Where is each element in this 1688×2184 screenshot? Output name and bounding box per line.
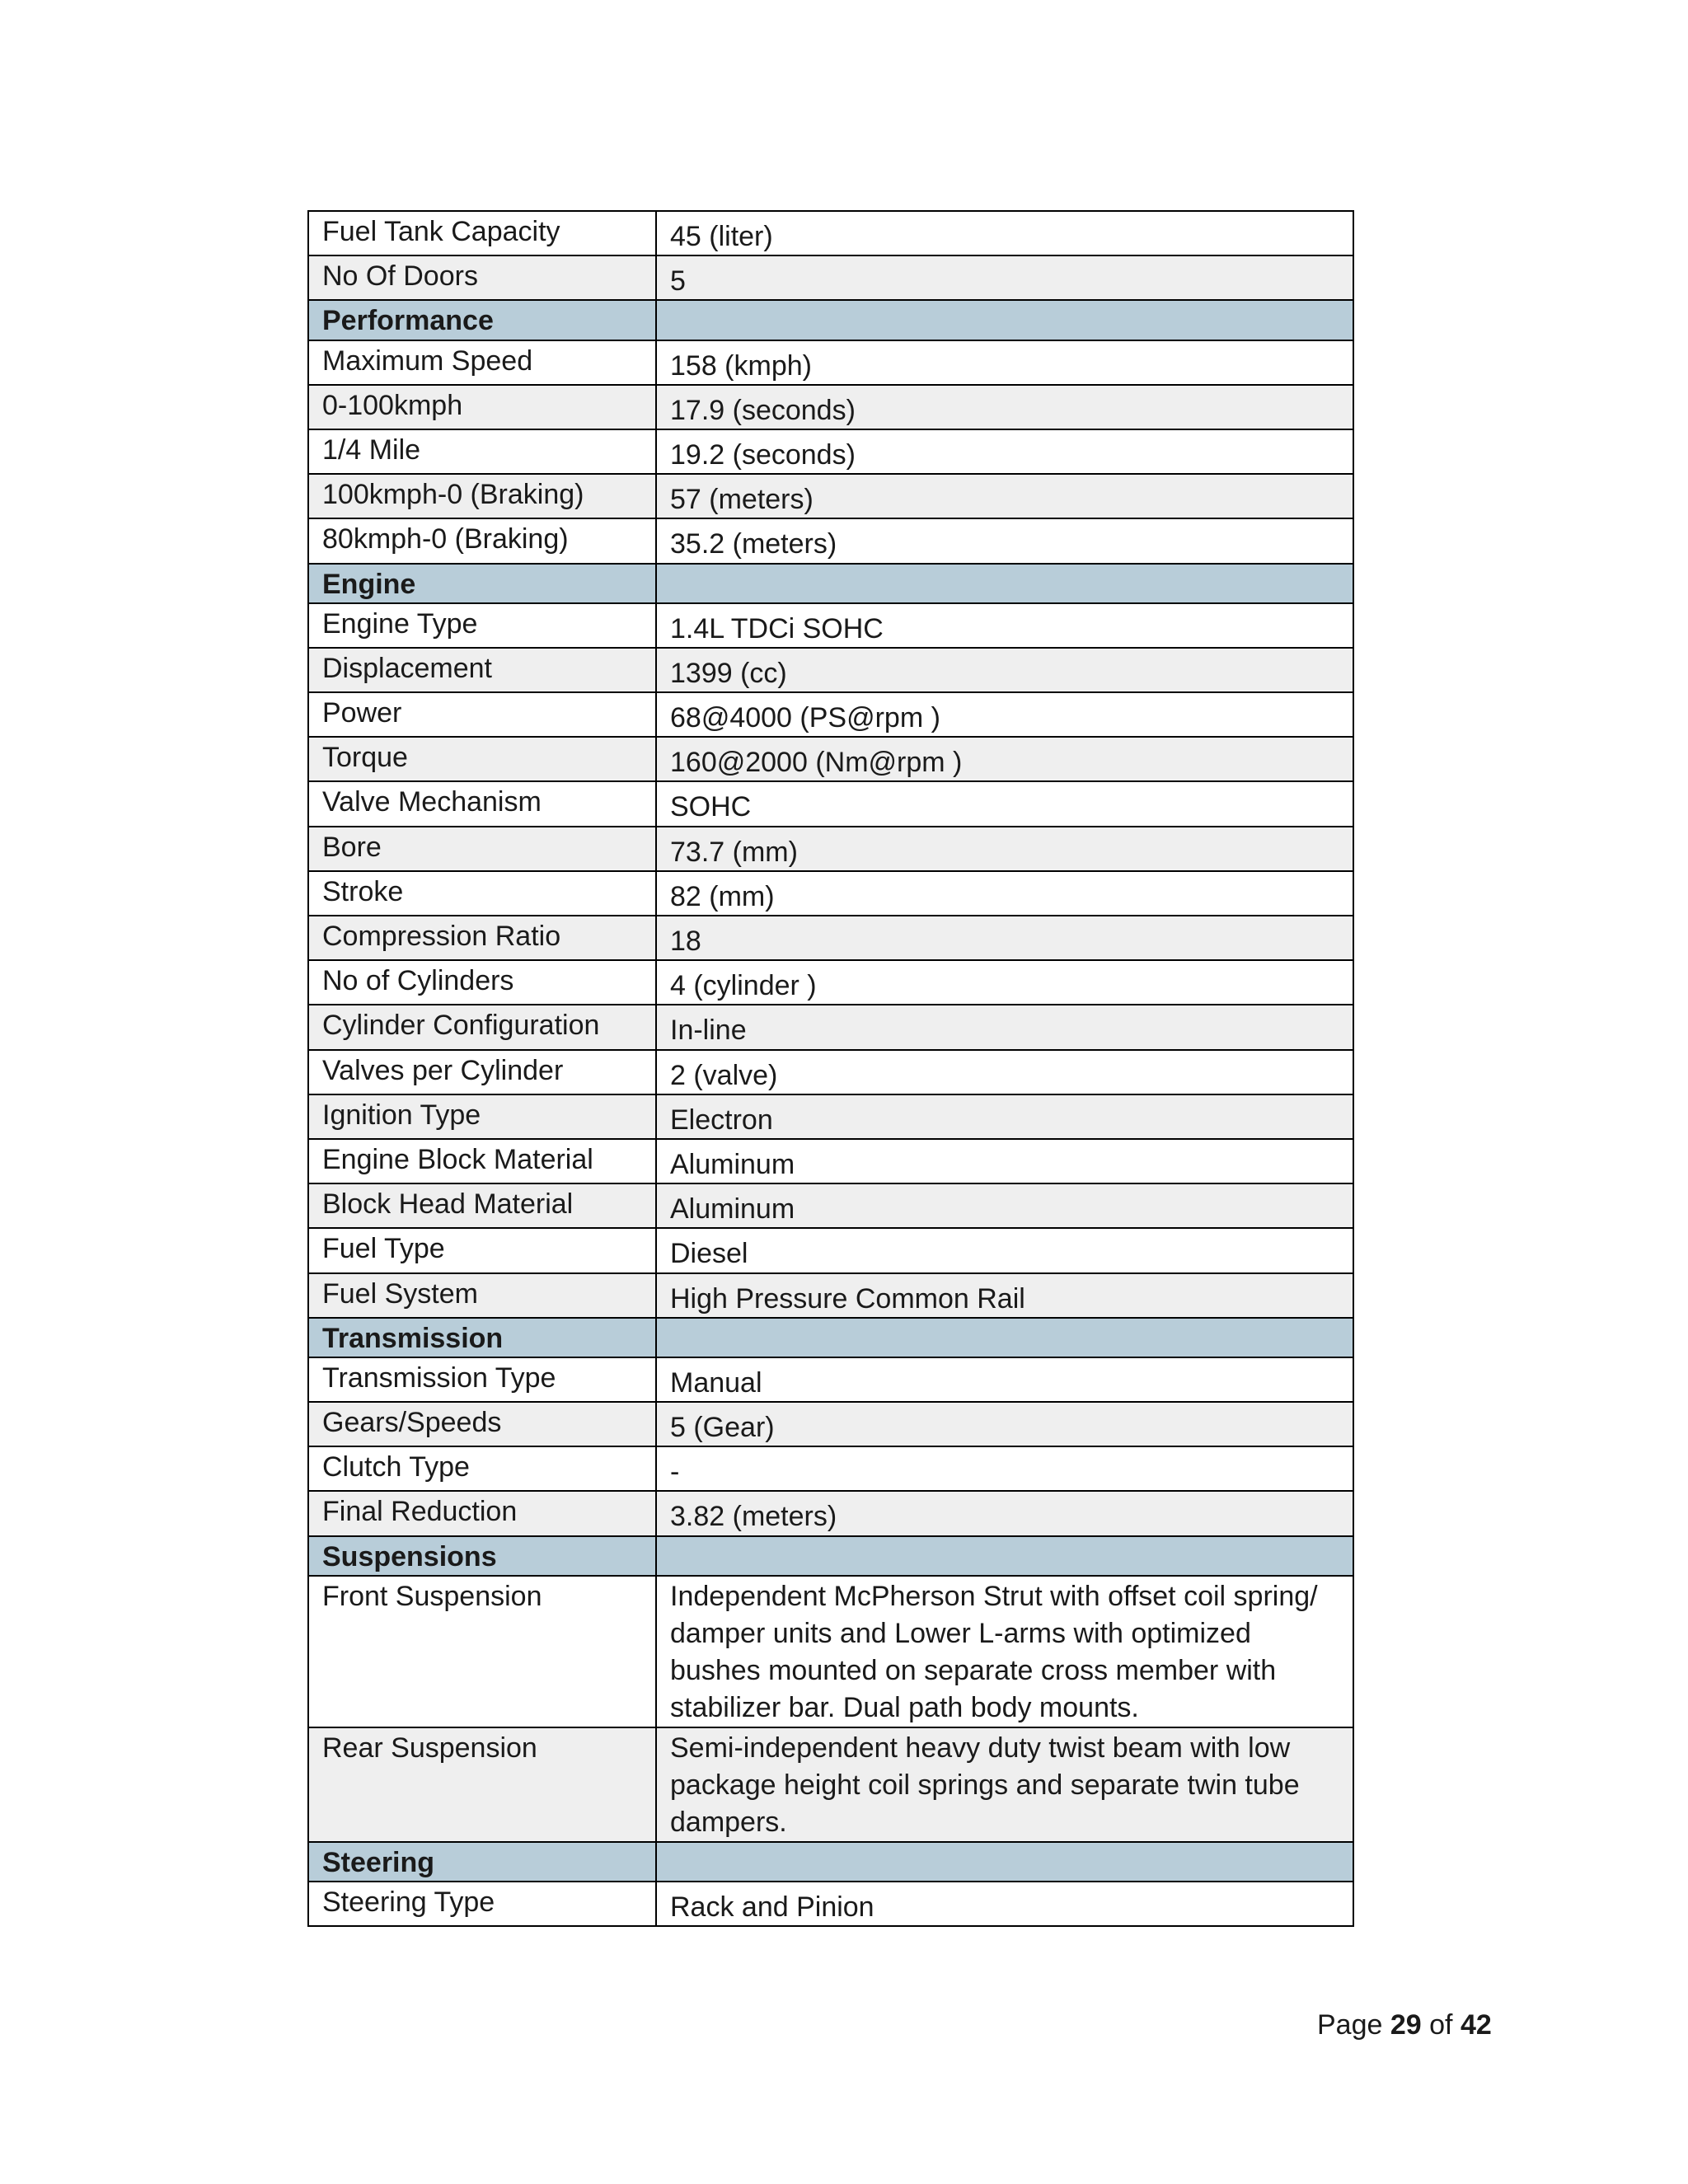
spec-value: 4 (cylinder )	[656, 960, 1353, 1005]
table-row	[308, 737, 1353, 781]
spec-label: Stroke	[308, 871, 656, 916]
spec-value: SOHC	[656, 781, 1353, 826]
table-row	[308, 1727, 1353, 1842]
table-row	[308, 960, 1353, 1005]
spec-value: 68@4000 (PS@rpm )	[656, 692, 1353, 737]
section-header-row	[308, 1536, 1353, 1576]
spec-label: Engine Type	[308, 603, 656, 648]
spec-value: 1.4L TDCi SOHC	[656, 603, 1353, 648]
spec-value: 5 (Gear)	[656, 1402, 1353, 1446]
table-row	[308, 1491, 1353, 1535]
section-empty-cell	[656, 1536, 1353, 1576]
page-word: Page	[1317, 2009, 1383, 2041]
table-row	[308, 474, 1353, 518]
spec-value: 73.7 (mm)	[656, 827, 1353, 871]
spec-value: Rack and Pinion	[656, 1882, 1353, 1926]
spec-label: Clutch Type	[308, 1446, 656, 1491]
spec-label: Bore	[308, 827, 656, 871]
spec-label: 0-100kmph	[308, 385, 656, 429]
spec-value: 17.9 (seconds)	[656, 385, 1353, 429]
table-row	[308, 916, 1353, 960]
spec-label: Fuel Type	[308, 1228, 656, 1272]
spec-label: Displacement	[308, 648, 656, 692]
table-row	[308, 1228, 1353, 1272]
table-row	[308, 827, 1353, 871]
spec-value: 45 (liter)	[656, 211, 1353, 255]
section-header-row	[308, 1318, 1353, 1357]
table-row	[308, 1402, 1353, 1446]
spec-value: Electron	[656, 1094, 1353, 1139]
table-row	[308, 603, 1353, 648]
table-row	[308, 518, 1353, 563]
spec-value: Independent McPherson Strut with offset coil spring/ damper units and Lower L-arms with optimized bushes mounted on separate cross member with stabilizer bar. Dual path body mounts.	[656, 1576, 1353, 1727]
spec-label: Cylinder Configuration	[308, 1005, 656, 1049]
of-word: of	[1429, 2009, 1453, 2041]
total-pages-number: 42	[1460, 2009, 1492, 2041]
section-empty-cell	[656, 1842, 1353, 1882]
table-row	[308, 692, 1353, 737]
spec-value: Manual	[656, 1357, 1353, 1402]
section-title: Steering	[308, 1842, 656, 1882]
spec-label: Valve Mechanism	[308, 781, 656, 826]
section-header-row	[308, 564, 1353, 603]
section-title: Engine	[308, 564, 656, 603]
page-footer	[1317, 2009, 1492, 2041]
spec-label: Fuel Tank Capacity	[308, 211, 656, 255]
current-page-number: 29	[1390, 2009, 1422, 2041]
table-row	[308, 648, 1353, 692]
spec-value: 3.82 (meters)	[656, 1491, 1353, 1535]
table-row	[308, 1050, 1353, 1094]
spec-label: 100kmph-0 (Braking)	[308, 474, 656, 518]
spec-value: 158 (kmph)	[656, 340, 1353, 385]
spec-value: High Pressure Common Rail	[656, 1273, 1353, 1318]
spec-table-body	[308, 211, 1353, 1926]
table-row	[308, 340, 1353, 385]
spec-label: Fuel System	[308, 1273, 656, 1318]
spec-value: 160@2000 (Nm@rpm )	[656, 737, 1353, 781]
spec-label: Compression Ratio	[308, 916, 656, 960]
spec-value: 18	[656, 916, 1353, 960]
table-row	[308, 255, 1353, 300]
spec-value: 5	[656, 255, 1353, 300]
section-title: Transmission	[308, 1318, 656, 1357]
table-row	[308, 1094, 1353, 1139]
spec-label: 80kmph-0 (Braking)	[308, 518, 656, 563]
spec-label: Maximum Speed	[308, 340, 656, 385]
spec-value: -	[656, 1446, 1353, 1491]
spec-value: Aluminum	[656, 1183, 1353, 1228]
spec-label: Torque	[308, 737, 656, 781]
spec-label: Valves per Cylinder	[308, 1050, 656, 1094]
section-empty-cell	[656, 1318, 1353, 1357]
section-header-row	[308, 300, 1353, 340]
table-row	[308, 1139, 1353, 1183]
table-row	[308, 1183, 1353, 1228]
table-row	[308, 1273, 1353, 1318]
table-row	[308, 429, 1353, 474]
spec-label: Gears/Speeds	[308, 1402, 656, 1446]
table-row	[308, 1446, 1353, 1491]
table-row	[308, 781, 1353, 826]
section-title: Performance	[308, 300, 656, 340]
section-header-row	[308, 1842, 1353, 1882]
table-row	[308, 1882, 1353, 1926]
spec-label: Rear Suspension	[308, 1727, 656, 1842]
spec-label: 1/4 Mile	[308, 429, 656, 474]
table-row	[308, 871, 1353, 916]
spec-label: Front Suspension	[308, 1576, 656, 1727]
table-row	[308, 1576, 1353, 1727]
spec-label: Block Head Material	[308, 1183, 656, 1228]
table-row	[308, 1005, 1353, 1049]
spec-label: No of Cylinders	[308, 960, 656, 1005]
section-empty-cell	[656, 564, 1353, 603]
spec-label: Ignition Type	[308, 1094, 656, 1139]
spec-value: 35.2 (meters)	[656, 518, 1353, 563]
spec-value: Semi-independent heavy duty twist beam with low package height coil springs and separate twin tube dampers.	[656, 1727, 1353, 1842]
spec-label: Engine Block Material	[308, 1139, 656, 1183]
spec-label: Steering Type	[308, 1882, 656, 1926]
spec-value: 1399 (cc)	[656, 648, 1353, 692]
spec-label: Power	[308, 692, 656, 737]
section-empty-cell	[656, 300, 1353, 340]
spec-table	[307, 210, 1354, 1927]
section-title: Suspensions	[308, 1536, 656, 1576]
spec-label: Transmission Type	[308, 1357, 656, 1402]
spec-value: Diesel	[656, 1228, 1353, 1272]
spec-value: 82 (mm)	[656, 871, 1353, 916]
spec-value: 2 (valve)	[656, 1050, 1353, 1094]
spec-value: 19.2 (seconds)	[656, 429, 1353, 474]
spec-value: Aluminum	[656, 1139, 1353, 1183]
table-row	[308, 385, 1353, 429]
spec-label: No Of Doors	[308, 255, 656, 300]
table-row	[308, 211, 1353, 255]
spec-value: In-line	[656, 1005, 1353, 1049]
spec-label: Final Reduction	[308, 1491, 656, 1535]
table-row	[308, 1357, 1353, 1402]
spec-value: 57 (meters)	[656, 474, 1353, 518]
